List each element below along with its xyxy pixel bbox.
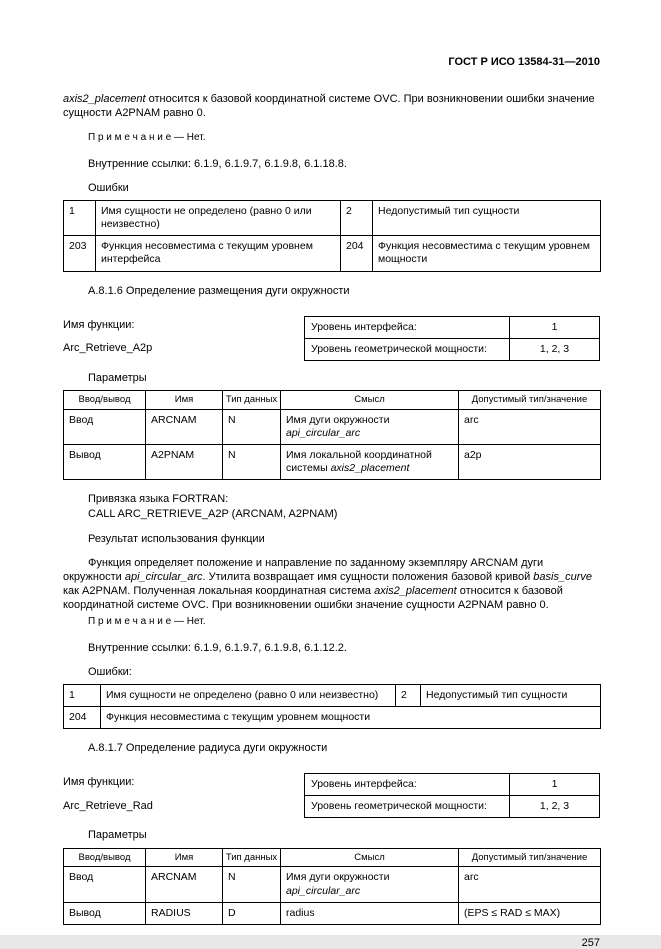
table-row	[305, 316, 600, 338]
param-value-cell: (EPS ≤ RAD ≤ MAX)	[459, 902, 601, 924]
term-axis2-placement: axis2_placement	[63, 93, 146, 105]
result-text: относится к базовой координатной системе OVC. При возникновении ошибки значение сущности A2PNAM равно 0.	[63, 584, 563, 611]
column-header: Ввод/вывод	[64, 848, 146, 867]
levels-table	[304, 773, 600, 818]
error-code-cell: 1	[64, 201, 96, 236]
errors-table-1	[63, 200, 601, 272]
error-code-cell: 2	[396, 684, 421, 706]
error-text-cell: Недопустимый тип сущности	[373, 201, 601, 236]
column-header: Ввод/вывод	[64, 391, 146, 410]
column-header: Допустимый тип/значение	[459, 391, 601, 410]
page-header	[63, 56, 600, 68]
table-header-row	[64, 848, 601, 867]
table-row	[64, 684, 601, 706]
param-type-cell: D	[223, 902, 281, 924]
table-row	[64, 201, 601, 236]
result-term: basis_curve	[533, 570, 592, 583]
level-label-cell: Уровень геометрической мощности:	[305, 338, 510, 360]
intro-paragraph	[63, 92, 600, 120]
level-label-cell: Уровень интерфейса:	[305, 316, 510, 338]
result-text: . Утилита возвращает имя сущности положения базовой кривой	[202, 570, 534, 583]
column-header: Имя	[146, 848, 223, 867]
table-row	[64, 445, 601, 480]
error-text-cell: Функция несовместима с текущим уровнем мощности	[373, 236, 601, 271]
section-heading-a817: А.8.1.7 Определение радиуса дуги окружности	[88, 742, 328, 755]
errors-label: Ошибки	[88, 182, 129, 195]
parameters-label: Параметры	[88, 829, 147, 842]
param-io-cell: Ввод	[64, 867, 146, 902]
internal-links-line: Внутренние ссылки: 6.1.9, 6.1.9.7, 6.1.9.8, 6.1.18.8.	[88, 157, 347, 170]
fortran-call: CALL ARC_RETRIEVE_A2P (ARCNAM, A2PNAM)	[88, 508, 338, 521]
column-header: Тип данных	[223, 391, 281, 410]
errors-table-2	[63, 684, 601, 729]
function-block	[63, 316, 600, 361]
meaning-text: Имя дуги окружности	[286, 871, 390, 884]
level-label-cell: Уровень интерфейса:	[305, 774, 510, 796]
parameters-table-a816	[63, 390, 601, 480]
param-name-cell: ARCNAM	[146, 867, 223, 902]
standard-number: ГОСТ Р ИСО 13584-31—2010	[448, 56, 600, 68]
param-type-cell: N	[223, 409, 281, 444]
error-text-cell: Имя сущности не определено (равно 0 или неизвестно)	[96, 201, 341, 236]
level-value-cell: 1	[510, 774, 600, 796]
param-meaning-cell	[281, 409, 459, 444]
function-block	[63, 773, 600, 818]
errors-label: Ошибки:	[88, 665, 132, 678]
level-label-cell: Уровень геометрической мощности:	[305, 796, 510, 818]
error-code-cell: 204	[64, 707, 101, 729]
param-io-cell: Вывод	[64, 902, 146, 924]
param-name-cell: ARCNAM	[146, 409, 223, 444]
page-number: 257	[581, 936, 600, 949]
table-row	[64, 867, 601, 902]
meaning-text: Имя локальной координатной системы	[286, 449, 432, 475]
result-paragraph	[63, 556, 600, 612]
meaning-term: api_circular_arc	[286, 427, 361, 440]
meaning-text: Имя дуги окружности	[286, 413, 390, 426]
intro-paragraph-text: относится к базовой координатной системе OVC. При возникновении ошибки значение сущности A2PNAM равно 0.	[63, 93, 595, 120]
column-header: Допустимый тип/значение	[459, 848, 601, 867]
error-text-cell: Недопустимый тип сущности	[421, 684, 601, 706]
param-meaning-cell	[281, 445, 459, 480]
internal-links-line: Внутренние ссылки: 6.1.9, 6.1.9.7, 6.1.9.8, 6.1.12.2.	[88, 641, 347, 654]
result-term: axis2_placement	[374, 584, 457, 597]
error-code-cell: 204	[341, 236, 373, 271]
result-term: api_circular_arc	[124, 570, 203, 583]
error-text-cell: Функция несовместима с текущим уровнем интерфейса	[96, 236, 341, 271]
fortran-binding-label: Привязка языка FORTRAN:	[88, 493, 229, 506]
table-row	[305, 774, 600, 796]
function-name: Arc_Retrieve_A2p	[63, 342, 153, 355]
param-meaning-cell	[281, 867, 459, 902]
error-text-cell: Имя сущности не определено (равно 0 или неизвестно)	[101, 684, 396, 706]
param-io-cell: Ввод	[64, 409, 146, 444]
meaning-text: radius	[286, 906, 315, 919]
parameters-label: Параметры	[88, 371, 147, 384]
column-header: Смысл	[281, 848, 459, 867]
param-name-cell: RADIUS	[146, 902, 223, 924]
function-name-label: Имя функции:	[63, 776, 135, 789]
level-value-cell: 1	[510, 316, 600, 338]
error-code-cell: 1	[64, 684, 101, 706]
param-value-cell: arc	[459, 867, 601, 902]
table-row	[64, 409, 601, 444]
note-line: П р и м е ч а н и е — Нет.	[88, 615, 206, 627]
levels-table	[304, 316, 600, 361]
level-value-cell: 1, 2, 3	[510, 338, 600, 360]
section-heading-a816: А.8.1.6 Определение размещения дуги окружности	[88, 284, 350, 297]
column-header: Имя	[146, 391, 223, 410]
function-name-label: Имя функции:	[63, 318, 135, 331]
result-text: Функция определяет положение и направление по заданному экземпляру ARCNAM дуги окружности	[63, 556, 544, 583]
table-row	[64, 707, 601, 729]
error-code-cell: 203	[64, 236, 96, 271]
param-value-cell: a2p	[459, 445, 601, 480]
error-code-cell: 2	[341, 201, 373, 236]
column-header: Смысл	[281, 391, 459, 410]
function-name: Arc_Retrieve_Rad	[63, 799, 153, 812]
result-label: Результат использования функции	[88, 532, 265, 545]
parameters-table-a817	[63, 848, 601, 925]
param-value-cell: arc	[459, 409, 601, 444]
param-name-cell: A2PNAM	[146, 445, 223, 480]
error-text-cell: Функция несовместима с текущим уровнем мощности	[101, 707, 601, 729]
param-type-cell: N	[223, 867, 281, 902]
column-header: Тип данных	[223, 848, 281, 867]
function-name-block	[63, 316, 152, 357]
table-row	[305, 338, 600, 360]
param-meaning-cell	[281, 902, 459, 924]
meaning-term: axis2_placement	[330, 462, 410, 475]
table-row	[64, 902, 601, 924]
note-line: П р и м е ч а н и е — Нет.	[88, 132, 206, 144]
param-io-cell: Вывод	[64, 445, 146, 480]
result-text: как A2PNAM. Полученная локальная координатная система	[63, 584, 375, 597]
table-row	[305, 796, 600, 818]
param-type-cell: N	[223, 445, 281, 480]
table-header-row	[64, 391, 601, 410]
function-name-block	[63, 773, 153, 814]
level-value-cell: 1, 2, 3	[510, 796, 600, 818]
meaning-term: api_circular_arc	[286, 884, 361, 897]
table-row	[64, 236, 601, 271]
